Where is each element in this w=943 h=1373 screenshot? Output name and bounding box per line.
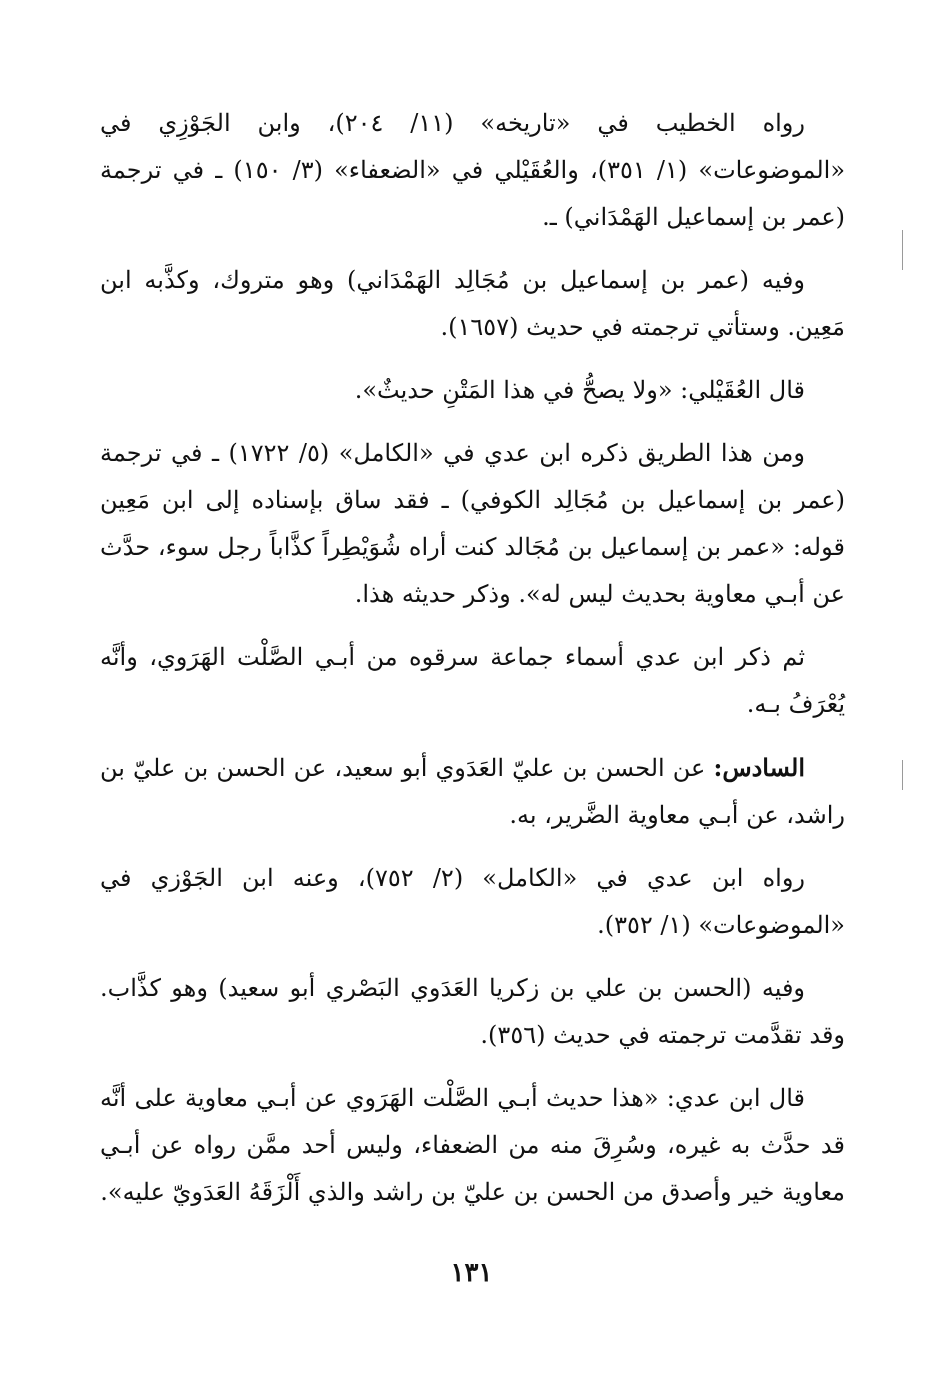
margin-rule: [902, 230, 903, 270]
paragraph-9: قال ابن عدي: «هذا حديث أبـي الصَّلْت الهَرَوي عن أبـي معاوية على أنَّه قد حدَّث به غيره، وسُرِقَ منه من الضعفاء، وليس أحد ممَّن رواه عن أبـي معاوية خير وأصدق من الحسن بن عليّ بن راشد والذي أَلْزَقَهُ العَدَويّ عليه».: [100, 1084, 845, 1206]
paragraph-2: وفيه (عمر بن إسماعيل بن مُجَالِد الهَمْدَاني) وهو متروك، وكذَّبه ابن مَعِين. وستأتي ترجمته في حديث (١٦٥٧).: [100, 266, 845, 341]
paragraph-4: ومن هذا الطريق ذكره ابن عدي في «الكامل» (٥/ ١٧٢٢) ـ في ترجمة (عمر بن إسماعيل بن مُجَالِد الكوفي) ـ فقد ساق بإسناده إلى ابن مَعِين قوله: «عمر بن إسماعيل بن مُجَالد كنت أراه شُوَيْطِراً كذَّاباً رجل سوء، حدَّث عن أبـي معاوية بحديث ليس له». وذكر حديثه هذا.: [100, 439, 845, 608]
paragraph-6-body: عن الحسن بن عليّ العَدَوي أبو سعيد، عن الحسن بن عليّ بن راشد، عن أبـي معاوية الضَّرير، به.: [100, 754, 845, 829]
paragraph-1: رواه الخطيب في «تاريخه» (١١/ ٢٠٤)، وابن الجَوْزِي في «الموضوعات» (١/ ٣٥١)، والعُقَيْلي في «الضعفاء» (٣/ ١٥٠) ـ في ترجمة (عمر بن إسماعيل الهَمْدَاني) ـ.: [100, 109, 846, 231]
paragraph-7: رواه ابن عدي في «الكامل» (٢/ ٧٥٢)، وعنه ابن الجَوْزي في «الموضوعات» (١/ ٣٥٢).: [100, 864, 845, 939]
paragraph-3: قال العُقَيْلي: «ولا يصحُّ في هذا المَتْنِ حديثٌ».: [354, 376, 805, 404]
margin-rule: [902, 760, 903, 790]
paragraph-8: وفيه (الحسن بن علي بن زكريا العَدَوي البَصْري أبو سعيد) وهو كذَّاب. وقد تقدَّمت ترجمته في حديث (٣٥٦).: [100, 974, 845, 1049]
paragraph-6: [100, 744, 845, 839]
page-text: [100, 100, 845, 1232]
paragraph-5: ثم ذكر ابن عدي أسماء جماعة سرقوه من أبـي الصَّلْت الهَرَوي، وأنَّه يُعْرَفُ بـه.: [100, 643, 845, 718]
section-lead: السادس:: [713, 753, 805, 782]
page-number: ١٣١: [450, 1258, 493, 1288]
